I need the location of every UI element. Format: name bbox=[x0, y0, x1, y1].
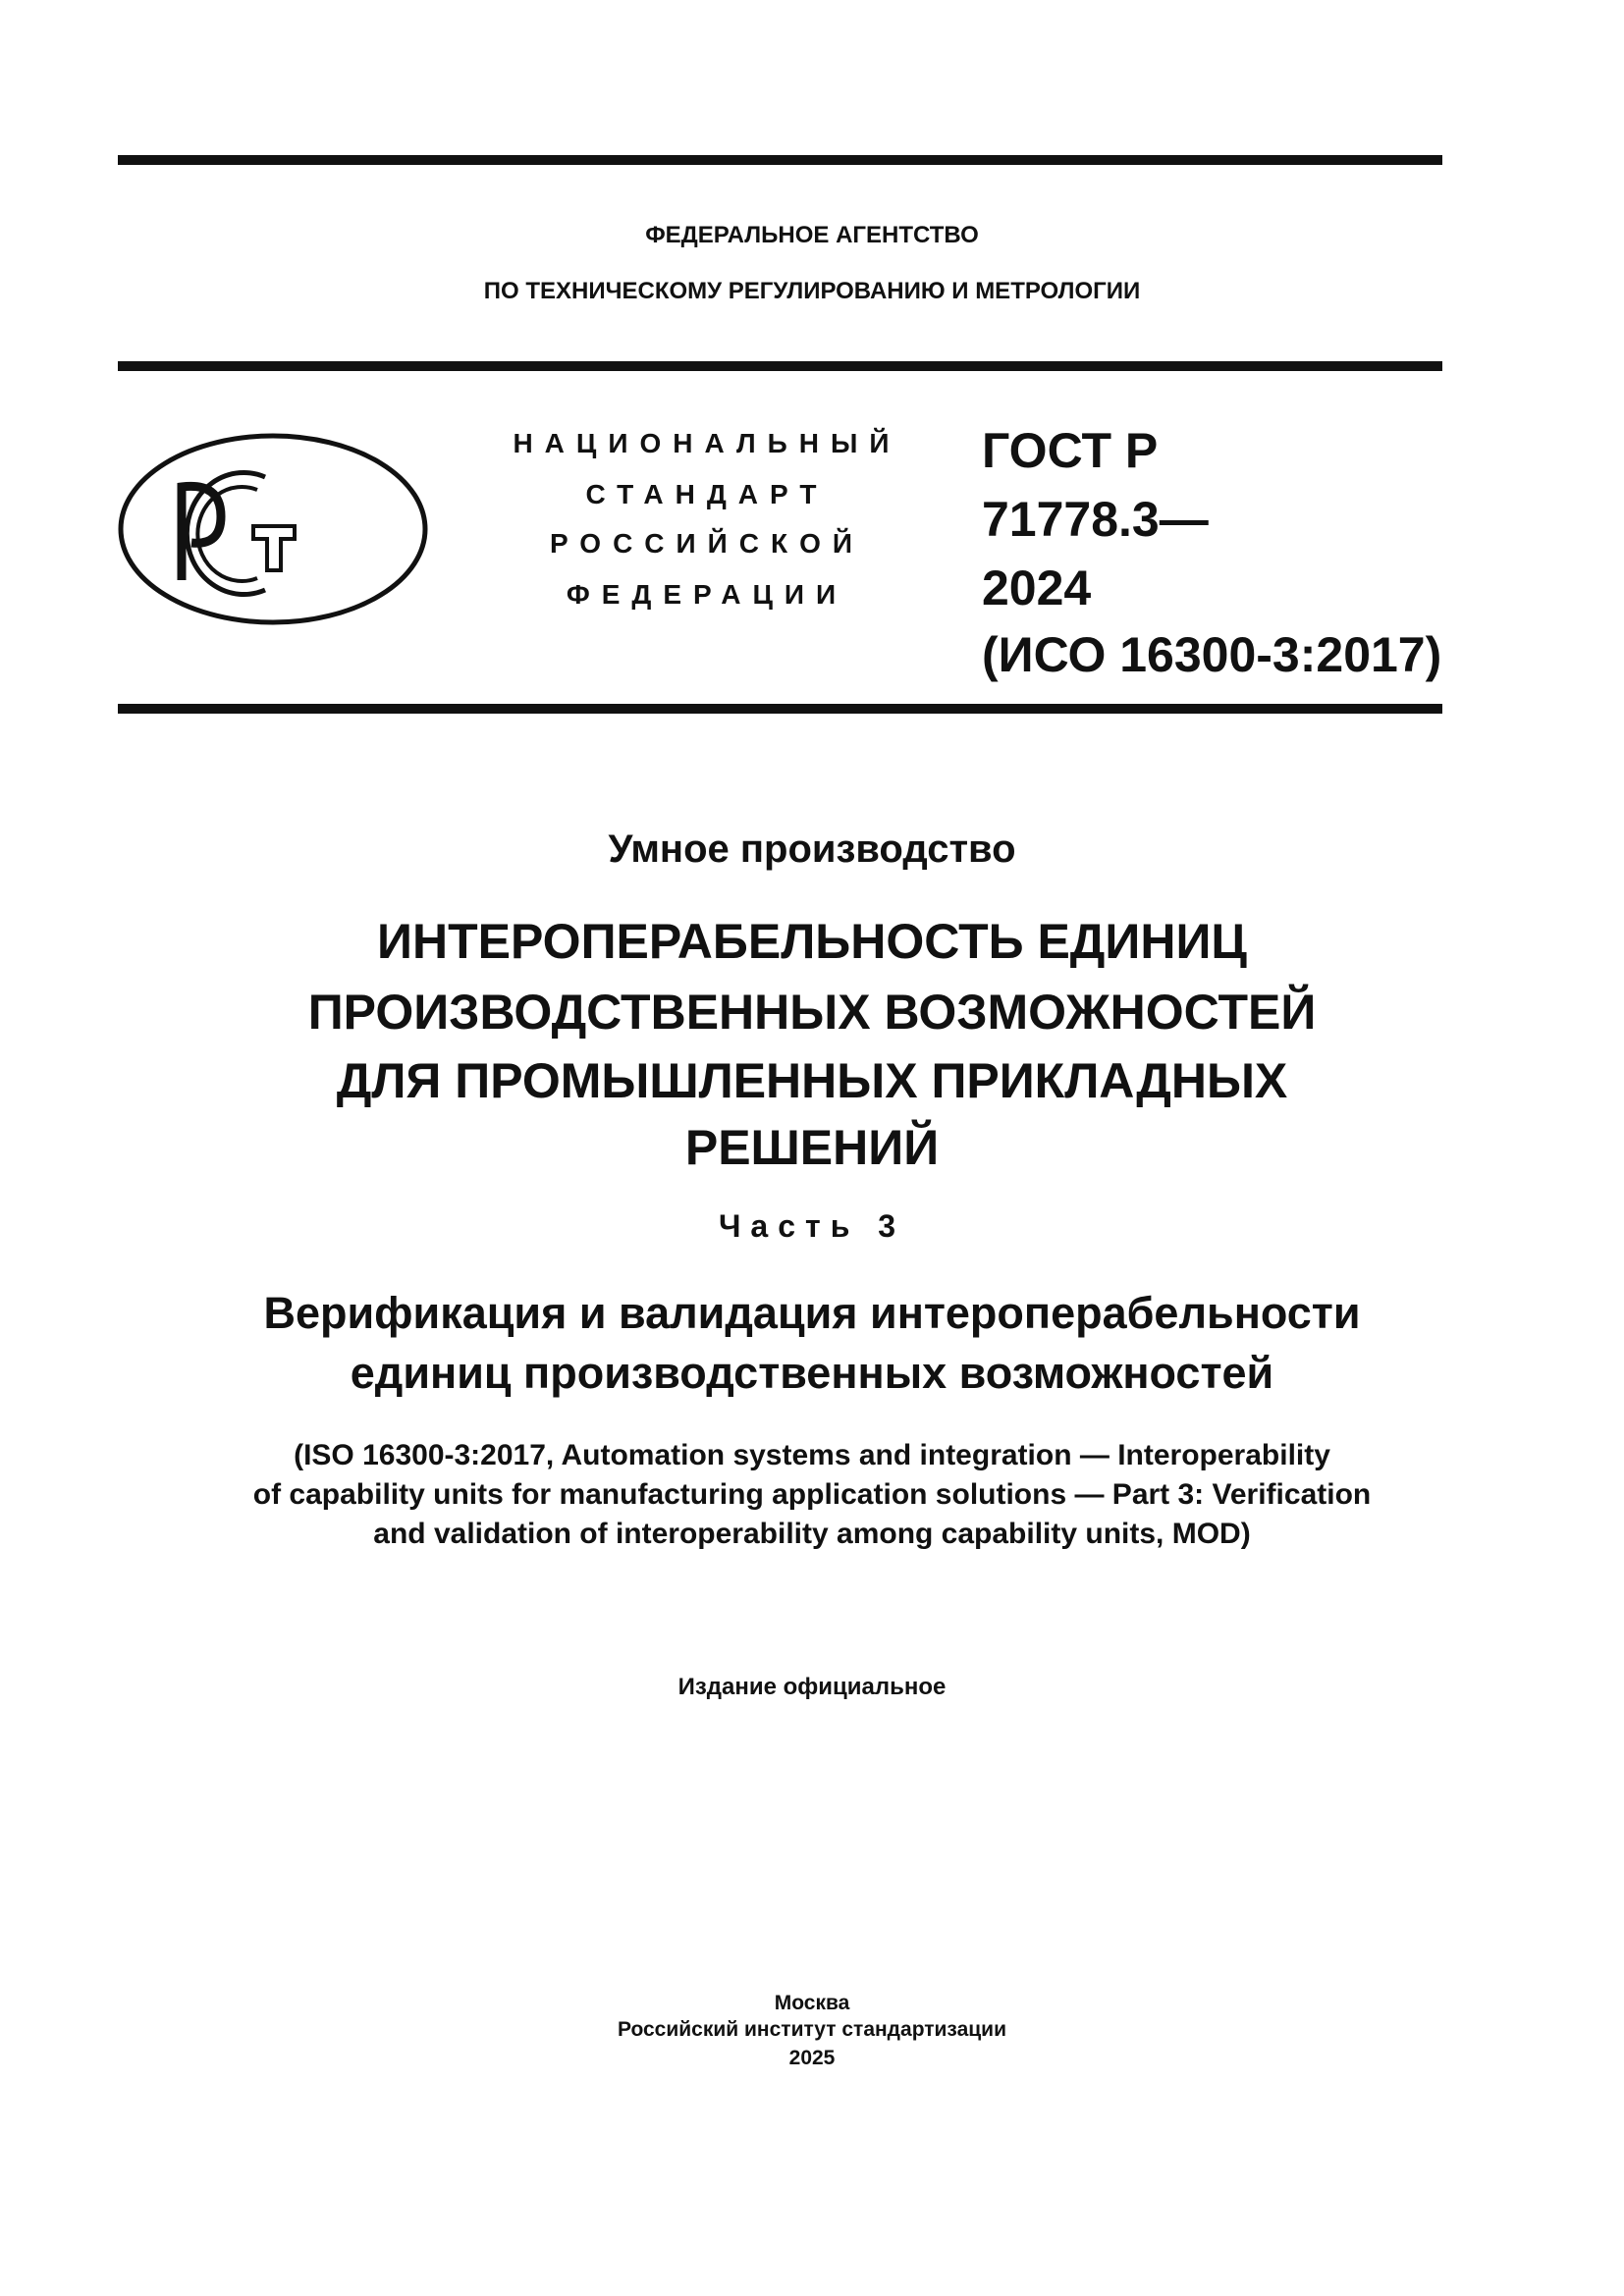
part-title-line-2: единиц производственных возможностей bbox=[350, 1348, 1274, 1398]
iso-ref-line-1: (ISO 16300-3:2017, Automation systems and integration — Interoperability bbox=[294, 1439, 1330, 1471]
edition: Издание официальное bbox=[677, 1674, 947, 1700]
middle-rule bbox=[118, 361, 1442, 371]
national-line-3: РОССИЙСКОЙ bbox=[550, 528, 864, 559]
title-line-1: ИНТЕРОПЕРАБЕЛЬНОСТЬ ЕДИНИЦ bbox=[377, 914, 1247, 969]
bottom-rule bbox=[118, 704, 1442, 714]
national-line-1: НАЦИОНАЛЬНЫЙ bbox=[513, 428, 901, 458]
title-line-4: РЕШЕНИЙ bbox=[684, 1120, 940, 1175]
publisher-year: 2025 bbox=[788, 2047, 836, 2069]
publisher-city: Москва bbox=[774, 1992, 850, 2014]
part-title-line-1: Верификация и валидация интероперабельности bbox=[263, 1288, 1361, 1338]
gost-year: 2024 bbox=[982, 561, 1092, 615]
top-rule bbox=[118, 155, 1442, 165]
gost-designation: ГОСТ Р bbox=[982, 423, 1159, 478]
gost-number: 71778.3— bbox=[982, 492, 1209, 547]
national-line-4: ФЕДЕРАЦИИ bbox=[566, 579, 848, 610]
agency-line-2: ПО ТЕХНИЧЕСКОМУ РЕГУЛИРОВАНИЮ И МЕТРОЛОГИИ bbox=[483, 278, 1141, 304]
iso-ref-line-2: of capability units for manufacturing application solutions — Part 3: Verification bbox=[252, 1478, 1372, 1511]
publisher-name: Российский институт стандартизации bbox=[617, 2018, 1007, 2041]
iso-designation: (ИСО 16300-3:2017) bbox=[982, 627, 1442, 682]
title-line-3: ДЛЯ ПРОМЫШЛЕННЫХ ПРИКЛАДНЫХ bbox=[336, 1053, 1288, 1108]
agency-line-1: ФЕДЕРАЛЬНОЕ АГЕНТСТВО bbox=[645, 222, 979, 248]
rst-logo bbox=[118, 433, 428, 625]
title-line-2: ПРОИЗВОДСТВЕННЫХ ВОЗМОЖНОСТЕЙ bbox=[307, 985, 1317, 1040]
iso-ref-line-3: and validation of interoperability among capability units, MOD) bbox=[373, 1518, 1251, 1550]
part-number: Часть 3 bbox=[718, 1208, 906, 1244]
national-line-2: СТАНДАРТ bbox=[585, 479, 829, 509]
subtitle: Умное производство bbox=[608, 828, 1016, 871]
